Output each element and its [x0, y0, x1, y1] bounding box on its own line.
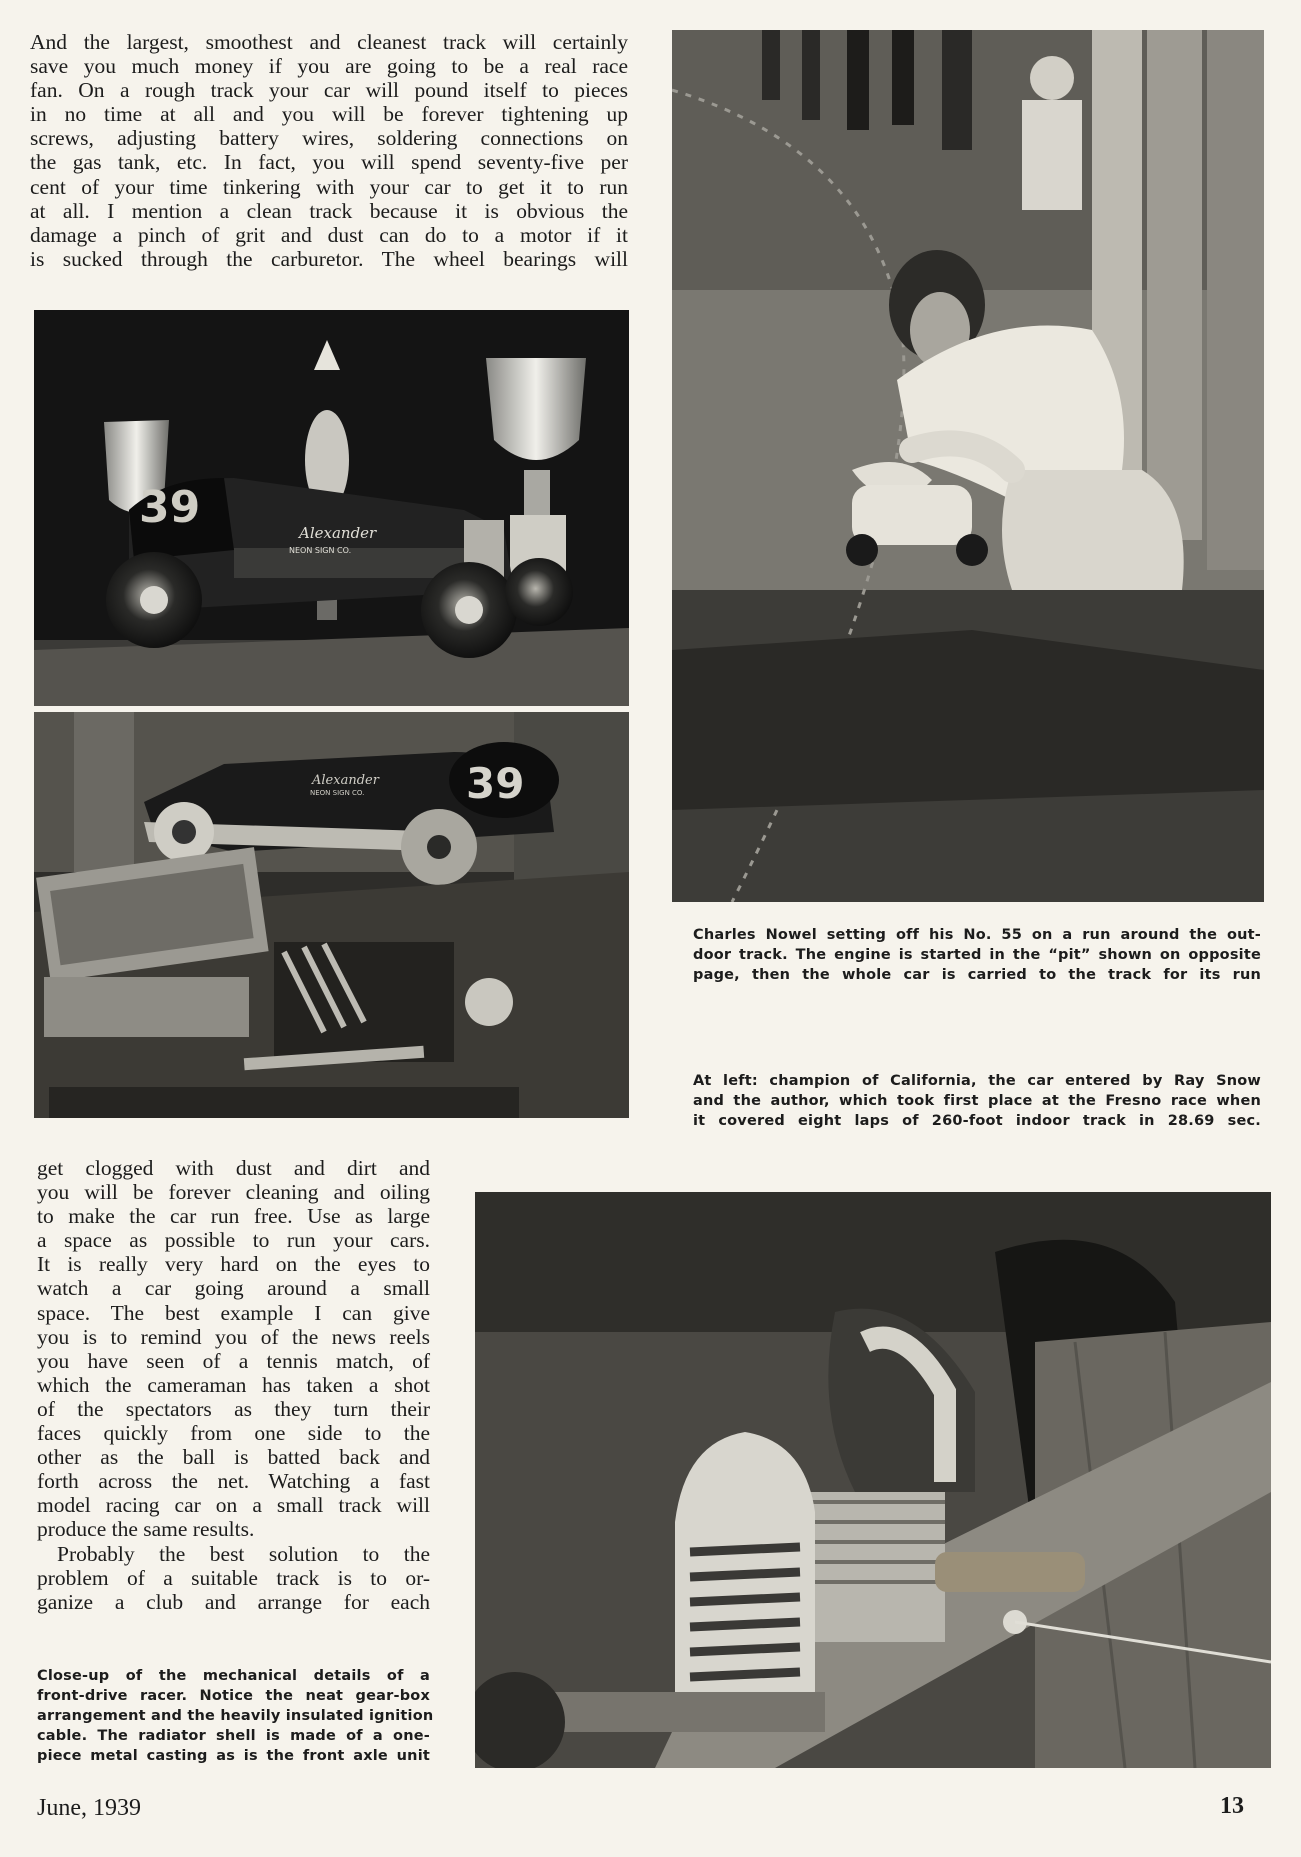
photo-nowel-track [672, 30, 1264, 902]
page-number: 13 [1220, 1793, 1244, 1819]
text-line: produce the same results. [37, 1517, 255, 1542]
text-line: save you much money if you are going to be a real race [30, 54, 628, 79]
caption-line: Close-up of the mechanical details of a [37, 1668, 430, 1684]
caption-line: front-drive racer. Notice the neat gear-box [37, 1688, 430, 1704]
photo-car-toolbox [34, 712, 629, 1118]
text-line: fan. On a rough track your car will pound itself to pieces [30, 78, 628, 103]
text-line: the gas tank, etc. In fact, you will spend seventy-five per [30, 150, 628, 175]
text-line: space. The best example I can give [37, 1300, 430, 1325]
car-number-label-2: 39 [466, 759, 525, 808]
text-line: damage a pinch of grit and dust can do to a motor if it [30, 222, 628, 247]
caption-line: At left: champion of California, the car entered by Ray Snow [693, 1073, 1261, 1089]
text-line: you have seen of a tennis match, of [37, 1348, 430, 1373]
caption-line: cable. The radiator shell is made of a one- [37, 1728, 430, 1744]
photo-engine-closeup [475, 1192, 1271, 1768]
text-line: And the largest, smoothest and cleanest track will certainly [30, 30, 628, 54]
text-line: get clogged with dust and dirt and [37, 1156, 430, 1180]
caption-line: and the author, which took first place at the Fresno race when [693, 1093, 1261, 1109]
text-line: of the spectators as they turn their [37, 1396, 430, 1421]
sponsor-sub-label: NEON SIGN CO. [289, 546, 352, 555]
caption-line: Charles Nowel setting off his No. 55 on a run around the out- [693, 927, 1261, 943]
text-line: It is really very hard on the eyes to [37, 1252, 430, 1277]
text-line: which the cameraman has taken a shot [37, 1372, 430, 1397]
sponsor-label: Alexander [299, 524, 377, 542]
text-line: problem of a suitable track is to or- [37, 1565, 430, 1590]
text-line: a space as possible to run your cars. [37, 1228, 430, 1253]
text-line: watch a car going around a small [37, 1276, 430, 1301]
caption-line: door track. The engine is started in the “pit” shown on opposite [693, 947, 1261, 963]
caption-champion [693, 1071, 1261, 1131]
text-line: cent of your time tinkering with your car to get it to run [30, 174, 628, 199]
text-line: ganize a club and arrange for each [37, 1589, 430, 1614]
caption-line: page, then the whole car is carried to the track for its run [693, 967, 1261, 983]
sponsor-sub-label-2: NEON SIGN CO. [310, 789, 365, 797]
text-line: you will be forever cleaning and oiling [37, 1180, 430, 1205]
caption-closeup [37, 1666, 434, 1766]
text-line: is sucked through the carburetor. The wheel bearings will [30, 246, 628, 271]
photo-trophies-car [34, 310, 629, 706]
text-line: forth across the net. Watching a fast [37, 1469, 430, 1494]
text-line: at all. I mention a clean track because it is obvious the [30, 198, 628, 223]
article-continued-column [37, 1156, 430, 1614]
text-line: other as the ball is batted back and [37, 1445, 430, 1470]
text-line: model racing car on a small track will [37, 1493, 430, 1518]
text-line: in no time at all and you will be forever tightening up [30, 102, 628, 127]
caption-line: arrangement and the heavily insulated ignition [37, 1708, 434, 1724]
caption-line: piece metal casting as is the front axle unit [37, 1748, 430, 1764]
text-line: faces quickly from one side to the [37, 1421, 430, 1446]
text-line: screws, adjusting battery wires, soldering connections on [30, 126, 628, 151]
car-number-label: 39 [139, 482, 201, 533]
caption-nowel [693, 925, 1261, 985]
article-top-paragraph [30, 30, 628, 271]
issue-date: June, 1939 [37, 1795, 141, 1821]
caption-line: it covered eight laps of 260-foot indoor track in 28.69 sec. [693, 1113, 1261, 1129]
text-line: Probably the best solution to the [57, 1541, 430, 1566]
text-line: to make the car run free. Use as large [37, 1204, 430, 1229]
sponsor-label-2: Alexander [312, 773, 379, 788]
text-line: you is to remind you of the news reels [37, 1324, 430, 1349]
